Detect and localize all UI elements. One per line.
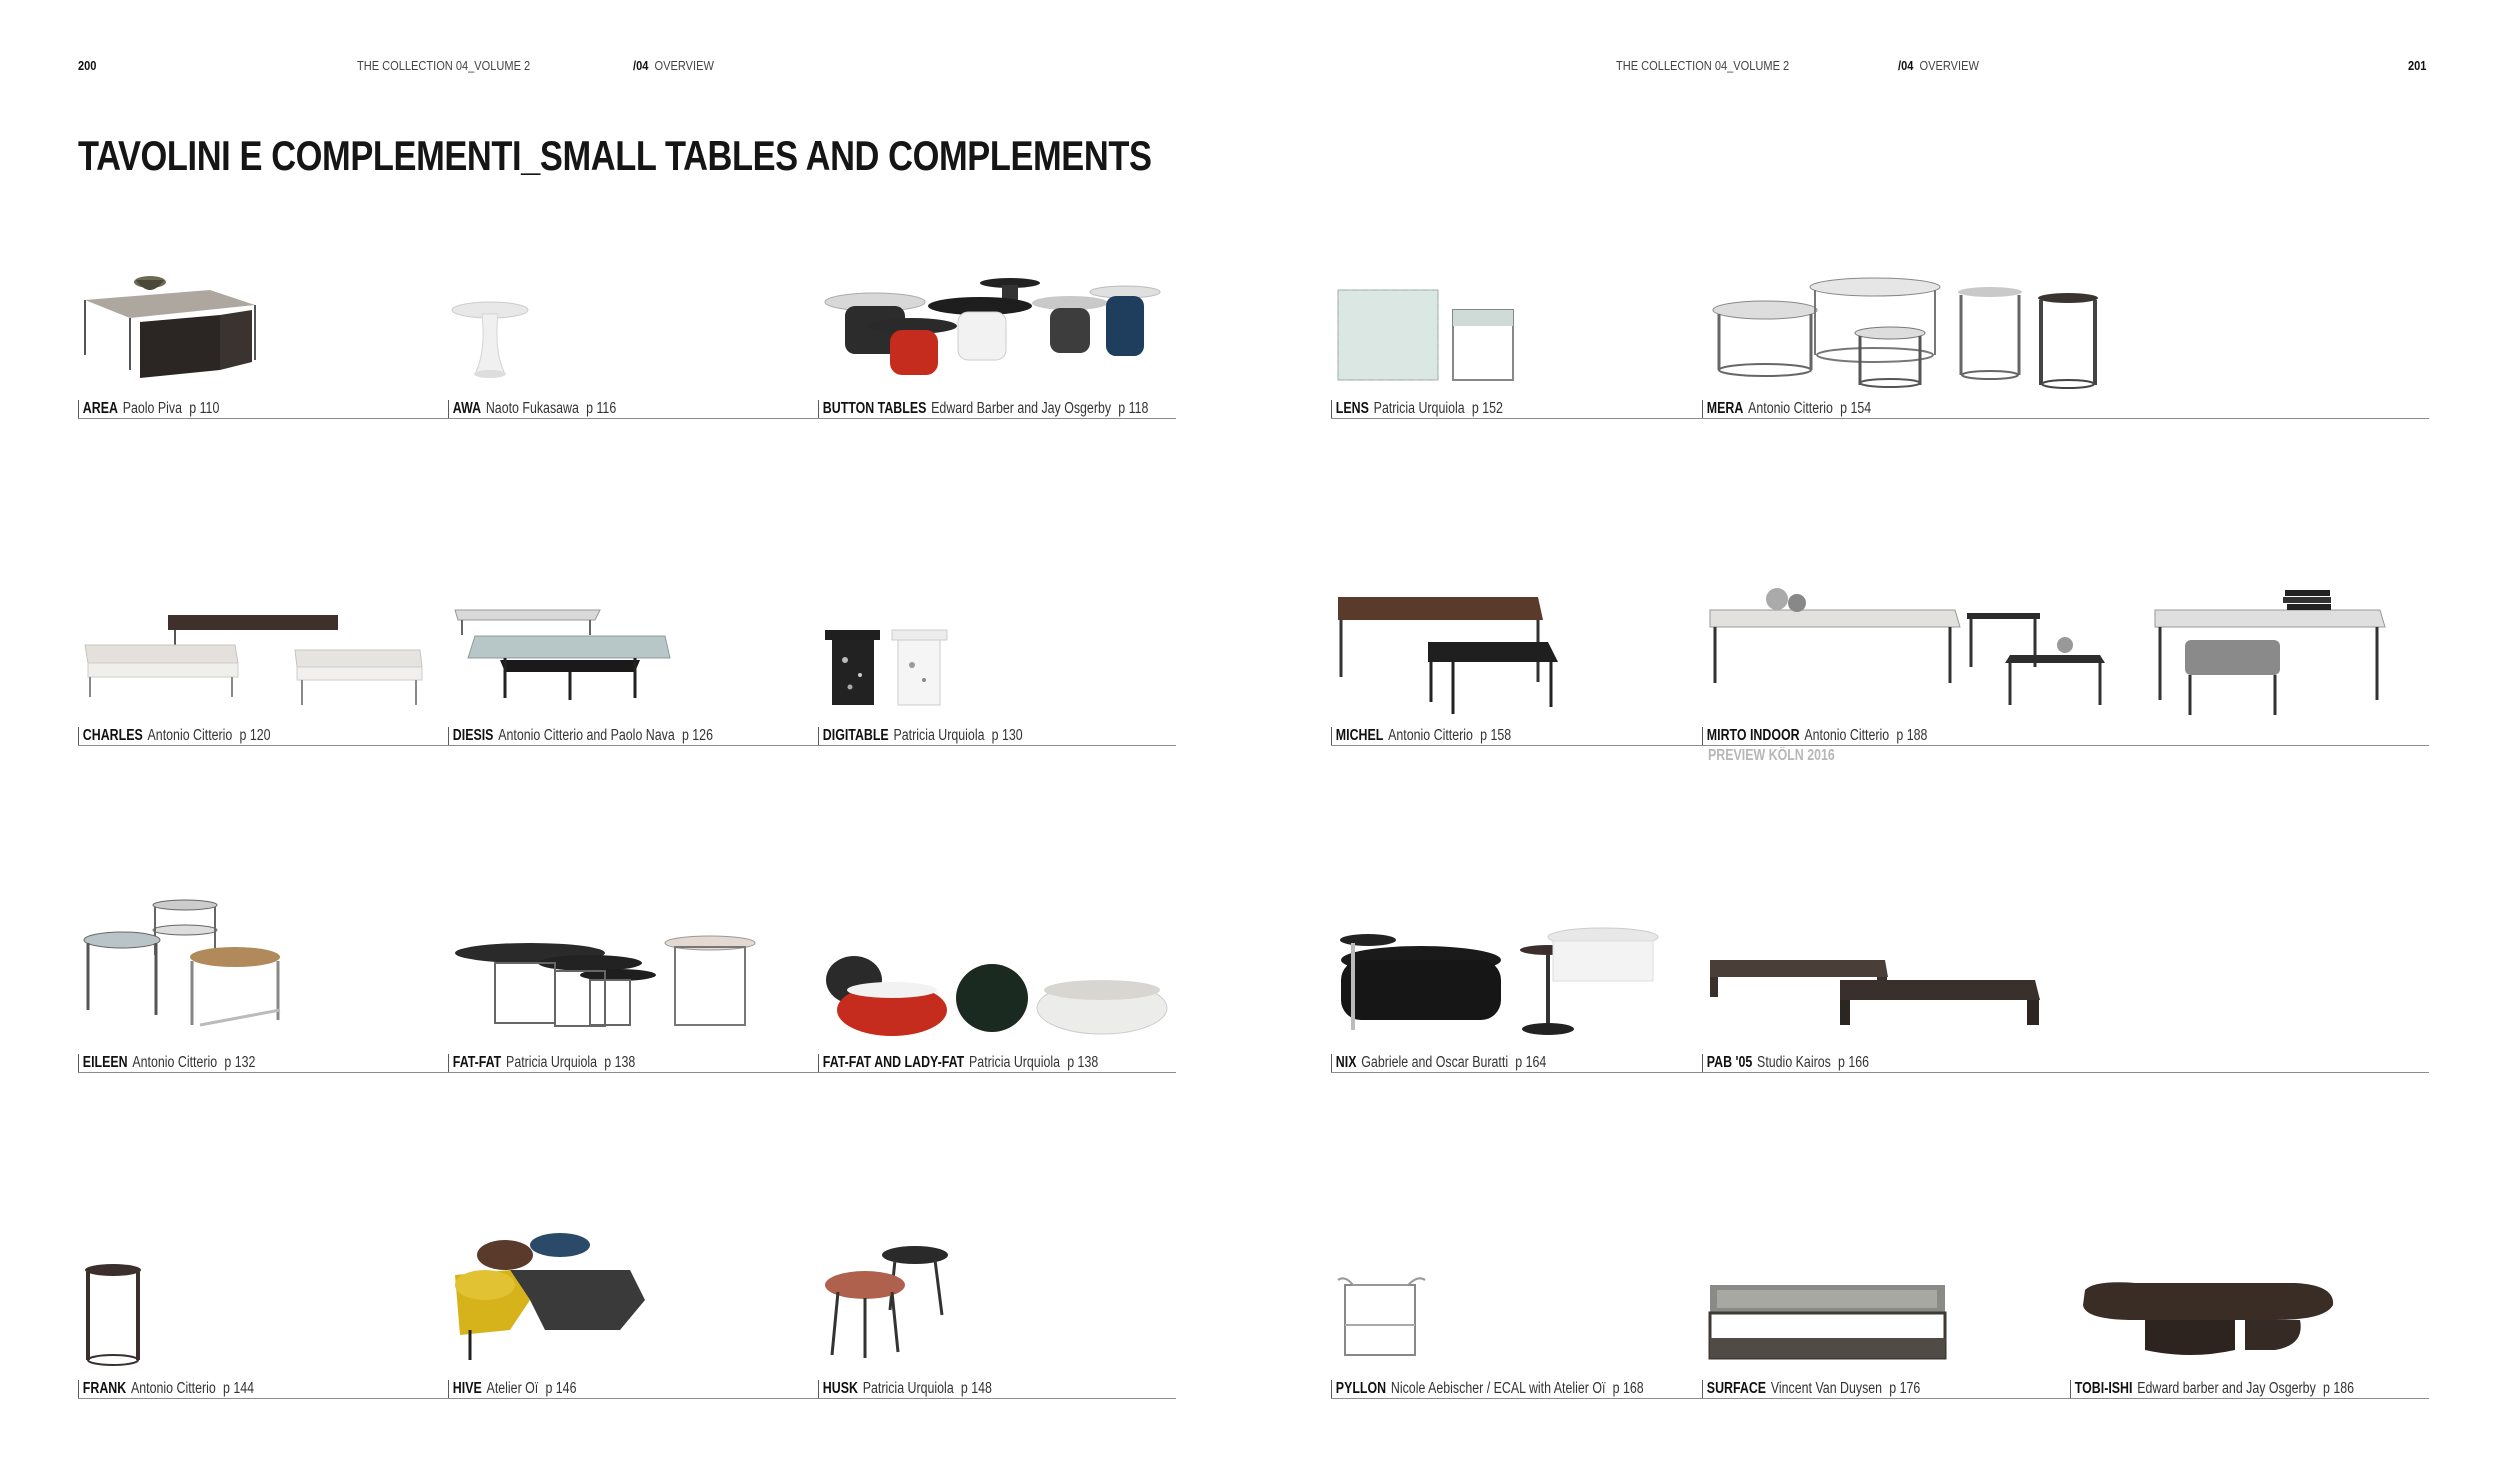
fat-fat-lady-fat-image	[822, 950, 1172, 1040]
caption-tobi-ishi: TOBI-ISHI Edward barber and Jay Osgerby p 186	[2070, 1380, 2354, 1398]
row-rule-right-2	[1331, 745, 2429, 746]
caption-eileen: EILEEN Antonio Citterio p 132	[78, 1054, 255, 1072]
caption-charles: CHARLES Antonio Citterio p 120	[78, 727, 271, 745]
caption-pyllon: PYLLON Nicole Aebischer / ECAL with Atelier Oï p 168	[1331, 1380, 1644, 1398]
caption-fat-fat-lady-fat: FAT-FAT AND LADY-FAT Patricia Urquiola p 138	[818, 1054, 1098, 1072]
row-rule-left-3	[78, 1072, 1176, 1073]
fat-fat-table-image	[450, 935, 760, 1035]
awa-table-image	[448, 300, 538, 385]
tobi-ishi-table-image	[2075, 1275, 2345, 1365]
right-section-label: /04 OVERVIEW	[1898, 58, 1979, 73]
caption-digitable: DIGITABLE Patricia Urquiola p 130	[818, 727, 1023, 745]
digitable-table-image	[820, 625, 970, 715]
caption-hive: HIVE Atelier Oï p 146	[448, 1380, 576, 1398]
caption-husk: HUSK Patricia Urquiola p 148	[818, 1380, 992, 1398]
surface-table-image	[1705, 1280, 1950, 1365]
row-rule-left-2	[78, 745, 1176, 746]
caption-lens: LENS Patricia Urquiola p 152	[1331, 400, 1503, 418]
left-section-label: /04 OVERVIEW	[633, 58, 714, 73]
left-collection-label: THE COLLECTION 04_VOLUME 2	[357, 58, 531, 73]
caption-michel: MICHEL Antonio Citterio p 158	[1331, 727, 1511, 745]
mera-table-image	[1705, 270, 2125, 390]
diesis-table-image	[450, 600, 680, 710]
row-rule-left-4	[78, 1398, 1176, 1399]
caption-surface: SURFACE Vincent Van Duysen p 176	[1702, 1380, 1920, 1398]
caption-mera: MERA Antonio Citterio p 154	[1702, 400, 1871, 418]
eileen-table-image	[80, 895, 300, 1035]
page-title: TAVOLINI E COMPLEMENTI_SMALL TABLES AND COMPLEMENTS	[78, 132, 1152, 179]
caption-fat-fat: FAT-FAT Patricia Urquiola p 138	[448, 1054, 635, 1072]
left-page-number: 200	[78, 58, 97, 73]
caption-mirto-indoor: MIRTO INDOOR Antonio Citterio p 188	[1702, 727, 1927, 745]
pab-05-table-image	[1705, 955, 2055, 1035]
row-rule-right-3	[1331, 1072, 2429, 1073]
caption-awa: AWA Naoto Fukasawa p 116	[448, 400, 616, 418]
caption-frank: FRANK Antonio Citterio p 144	[78, 1380, 254, 1398]
row-rule-right-4	[1331, 1398, 2429, 1399]
nix-table-image	[1333, 925, 1673, 1040]
lens-table-image	[1333, 280, 1523, 385]
area-table-image	[80, 270, 260, 380]
preview-koln-note: PREVIEW KÖLN 2016	[1708, 747, 1835, 764]
husk-table-image	[820, 1240, 960, 1360]
caption-pab-05: PAB '05 Studio Kairos p 166	[1702, 1054, 1869, 1072]
mirto-indoor-table-image	[1705, 585, 2395, 720]
michel-table-image	[1333, 592, 1573, 727]
caption-area: AREA Paolo Piva p 110	[78, 400, 219, 418]
charles-table-image	[80, 605, 430, 715]
caption-nix: NIX Gabriele and Oscar Buratti p 164	[1331, 1054, 1546, 1072]
right-page-number: 201	[2408, 58, 2427, 73]
right-collection-label: THE COLLECTION 04_VOLUME 2	[1616, 58, 1790, 73]
caption-button-tables: BUTTON TABLES Edward Barber and Jay Osgerby p 118	[818, 400, 1148, 418]
pyllon-table-image	[1333, 1270, 1433, 1365]
row-rule-right-1	[1331, 418, 2429, 419]
row-rule-left-1	[78, 418, 1176, 419]
hive-table-image	[450, 1230, 660, 1365]
caption-diesis: DIESIS Antonio Citterio and Paolo Nava p 126	[448, 727, 713, 745]
frank-table-image	[80, 1260, 150, 1370]
button-tables-image	[820, 270, 1170, 385]
